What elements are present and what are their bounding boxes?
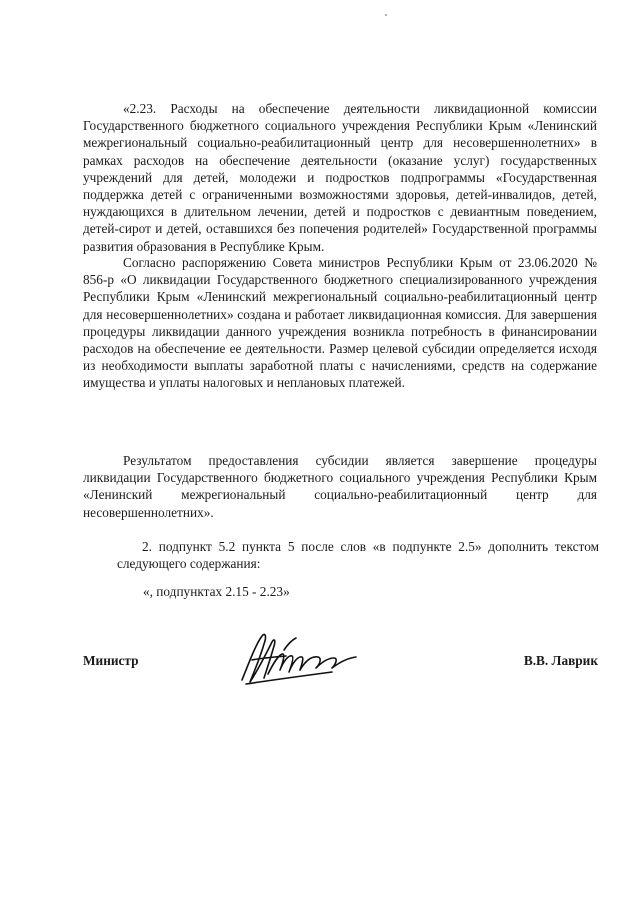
paragraph-result: Результатом предоставления субсидии является завершение процедуры ликвидации Государственного бюджетного социального учреждения Республики Крым «Ленинский межрегиональный социально-реабилитационный центр для несовершеннолетних». [83, 453, 597, 520]
paragraph-insert-text: «, подпунктах 2.15 - 2.23» [143, 584, 290, 599]
signatory-title: Министр [83, 653, 139, 668]
paragraph-2-23: «2.23. Расходы на обеспечение деятельности ликвидационной комиссии Государственного бюджетного социального учреждения Республики Крым «Ленинский межрегиональный социально-реабилитационный центр для несовершеннолетних» в рамках расходов на обеспечение деятельности (оказание услуг) государственных учреждений для детей, молодежи и подростков подпрограммы «Государственная поддержка детей с ограниченными возможностями здоровья, детей-инвалидов, детей, нуждающихся в длительном лечении, детей и подростков с девиантным поведением, детей-сирот и детей, оставшихся без попечения родителей» Государственной программы развития образования в Республике Крым. [83, 101, 597, 254]
paragraph-basis: Согласно распоряжению Совета министров Республики Крым от 23.06.2020 № 856-р «О ликвидации Государственного бюджетного специализированного учреждения Республики Крым «Ленинский межрегиональный социально-реабилитационный центр для несовершеннолетних» создана и работает ликвидационная комиссия. Для завершения процедуры ликвидации данного учреждения возникла потребность в финансировании расходов на обеспечение ее деятельности. Размер целевой субсидии определяется исходя из необходимости выплаты заработной платы с начислениями, средств на содержание имущества и уплаты налоговых и неплановых платежей. [83, 255, 597, 391]
paragraph-item-2: 2. подпункт 5.2 пункта 5 после слов «в подпункте 2.5» дополнить текстом следующего содержания: [117, 539, 599, 572]
scan-speck [385, 14, 387, 16]
signatory-name: В.В. Лаврик [523, 653, 598, 668]
signature-block [0, 630, 640, 690]
handwritten-signature [232, 630, 362, 692]
